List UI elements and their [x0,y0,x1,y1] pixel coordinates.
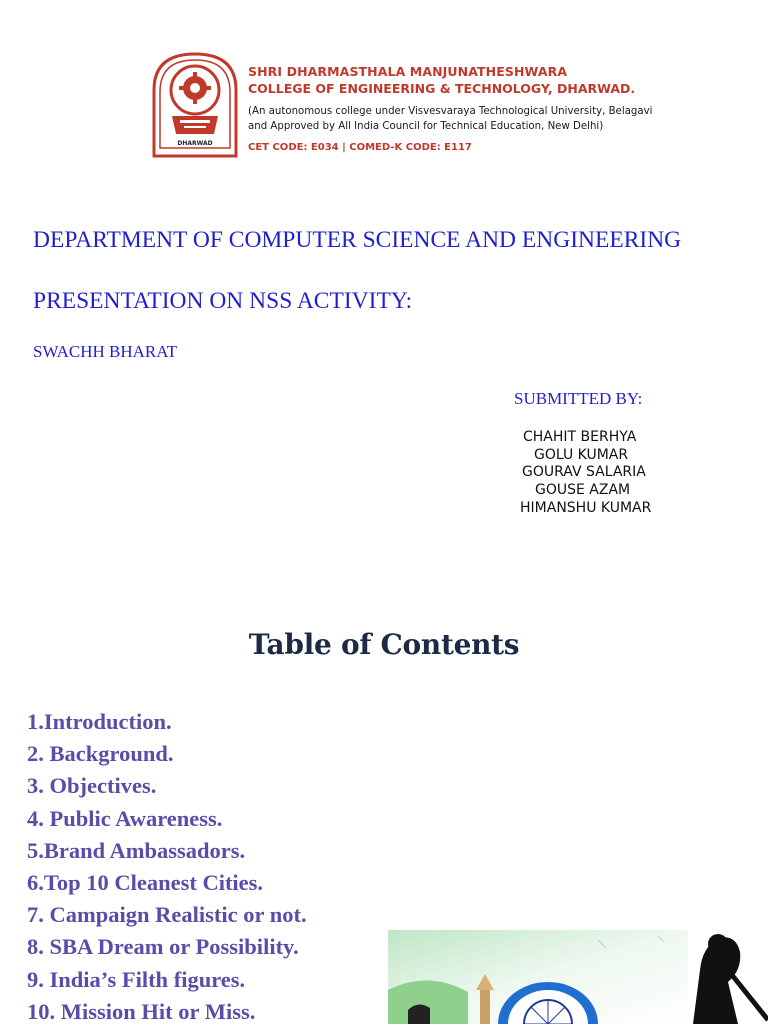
affiliation-line2: and Approved by All India Council for Technical Education, New Delhi) [248,121,604,132]
toc-item: 5.Brand Ambassadors. [27,837,246,863]
department-heading: DEPARTMENT OF COMPUTER SCIENCE AND ENGINEERING [33,227,682,253]
college-codes: CET CODE: E034 | COMED-K CODE: E117 [248,142,472,153]
toc-item: 1.Introduction. [27,709,172,734]
toc-list [27,706,307,1028]
toc-item: 9. India’s Filth figures. [27,966,246,992]
member-name: HIMANSHU KUMAR [520,499,652,516]
member-name: GOLU KUMAR [534,446,629,463]
college-logo [150,50,240,160]
swachh-bharat-illustration [388,930,768,1024]
toc-item: 2. Background. [27,741,174,767]
college-name-line1: SHRI DHARMASTHALA MANJUNATHESHWARA [248,64,568,79]
toc-item: 10. Mission Hit or Miss. [27,998,256,1024]
member-name: GOUSE AZAM [535,482,631,498]
presentation-heading: PRESENTATION ON NSS ACTIVITY: [33,288,413,314]
toc-item: 8. SBA Dream or Possibility. [27,934,299,960]
toc-title: Table of Contents [248,628,520,661]
submitted-by-label: SUBMITTED BY: [514,389,643,408]
member-name: CHAHIT BERHYA [523,429,637,445]
affiliation-line1: (An autonomous college under Visvesvaraya Technological University, Belagavi [248,106,653,117]
topic-heading: SWACHH BHARAT [33,342,178,361]
toc-item: 7. Campaign Realistic or not. [27,902,307,928]
member-name: GOURAV SALARIA [522,464,646,480]
toc-item: 3. Objectives. [27,773,157,799]
toc-item: 6.Top 10 Cleanest Cities. [27,869,264,895]
toc-item: 4. Public Awareness. [27,805,223,831]
logo-caption: DHARWAD [177,140,213,147]
college-name-line2: COLLEGE OF ENGINEERING & TECHNOLOGY, DHARWAD. [248,81,636,96]
